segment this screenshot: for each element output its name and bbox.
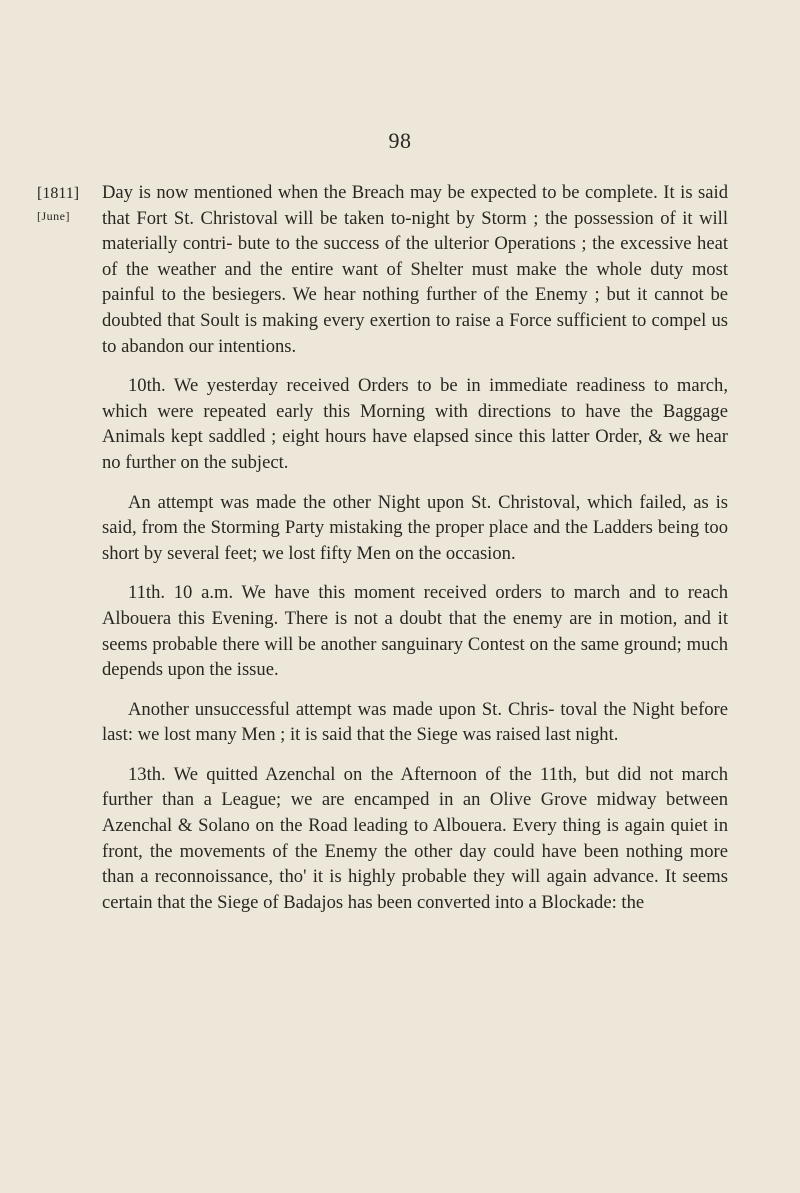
paragraph: 13th. We quitted Azenchal on the Afternoon of the 11th, but did not march further than a League; we are encamped in an Olive Grove midway between Azenchal & Solano on the Road leading to Albouera. Every thing is again quiet in front, the movements of the Enemy the other day could have been nothing more than a reconnoissance, tho' it is highly probable they will again advance. It seems certain that the Siege of Badajos has been converted into a Blockade: the (102, 763, 728, 913)
paragraph: 11th. 10 a.m. We have this moment received orders to march and to reach Albouera this Evening. There is not a doubt that the enemy are in motion, and it seems probable there will be another sanguinary Contest on the same ground; much depends upon the issue. (102, 582, 728, 681)
margin-month: [June] (37, 209, 70, 223)
page-number: 98 (388, 128, 412, 153)
paragraph: Another unsuccessful attempt was made upon St. Chris- toval the Night before last: we lost many Men ; it is said that the Siege was raised last night. (102, 698, 728, 746)
margin-year: [1811] (37, 185, 80, 202)
paragraph: An attempt was made the other Night upon St. Christoval, which failed, as is said, from the Storming Party mistaking the proper place and the Ladders being too short by several feet; we lost fifty Men on the occasion. (102, 491, 728, 564)
paragraph: Day is now mentioned when the Breach may be expected to be complete. It is said that Fort St. Christoval will be taken to-night by Storm ; the possession of it will materially contri- bute to the success of the ulterior Operations ; the excessive heat of the weather and the entire want of Shelter must make the whole duty most painful to the besiegers. We hear nothing further of the Enemy ; but it cannot be doubted that Soult is making every exertion to raise a Force sufficient to compel us to abandon our intentions. (102, 182, 728, 357)
body-text (102, 180, 728, 929)
margin-notes (37, 182, 85, 228)
paragraph: 10th. We yesterday received Orders to be in immediate readiness to march, which were repeated early this Morning with directions to have the Baggage Animals kept saddled ; eight hours have elapsed since this latter Order, & we hear no further on the subject. (102, 375, 728, 473)
